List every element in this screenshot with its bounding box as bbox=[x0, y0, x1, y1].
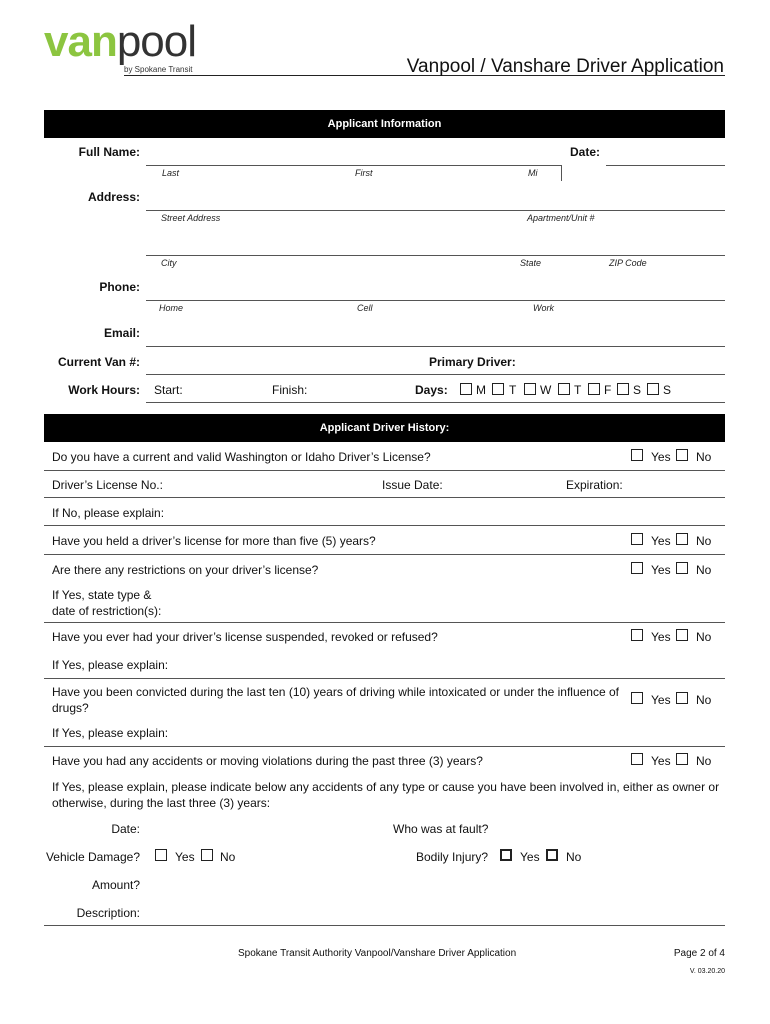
q4-yes-label: Yes bbox=[651, 630, 671, 644]
q5-yes-label: Yes bbox=[651, 693, 671, 707]
address-label: Address: bbox=[87, 190, 140, 204]
primary-driver-label: Primary Driver: bbox=[429, 355, 516, 369]
day-label-sun: S bbox=[663, 383, 672, 397]
day-checkbox-sun[interactable] bbox=[647, 383, 659, 395]
day-checkbox-wed[interactable] bbox=[524, 383, 536, 395]
home-sublabel: Home bbox=[159, 303, 184, 313]
license-number-field[interactable] bbox=[44, 497, 725, 498]
question-accidents: Have you had any accidents or moving violations during the past three (3) years? bbox=[52, 754, 483, 768]
q2-field bbox=[44, 554, 725, 555]
q6-yes-label: Yes bbox=[651, 754, 671, 768]
day-checkbox-tue[interactable] bbox=[492, 383, 504, 395]
full-name-field[interactable] bbox=[146, 165, 561, 166]
q4-no-checkbox[interactable] bbox=[676, 629, 688, 641]
city-sublabel: City bbox=[161, 258, 177, 268]
q1-yes-checkbox[interactable] bbox=[631, 449, 643, 461]
restriction-type-field[interactable] bbox=[44, 622, 725, 623]
q6-no-checkbox[interactable] bbox=[676, 753, 688, 765]
q2-no-checkbox[interactable] bbox=[676, 533, 688, 545]
day-label-wed: W bbox=[540, 383, 552, 397]
q4-explain-label: If Yes, please explain: bbox=[52, 658, 169, 672]
logo-pool-text: pool bbox=[116, 17, 197, 66]
q5-explain-label: If Yes, please explain: bbox=[52, 726, 169, 740]
day-checkbox-mon[interactable] bbox=[460, 383, 472, 395]
if-no-explain-label: If No, please explain: bbox=[52, 506, 165, 520]
question-dui-line-1: Have you been convicted during the last ten (10) years of driving while intoxicated or under the influence of bbox=[52, 685, 619, 699]
street-sublabel: Street Address bbox=[161, 213, 221, 223]
day-label-tue: T bbox=[509, 383, 517, 397]
day-label-thu: T bbox=[574, 383, 582, 397]
q6-no-label: No bbox=[696, 754, 712, 768]
day-label-mon: M bbox=[476, 383, 486, 397]
q2-yes-checkbox[interactable] bbox=[631, 533, 643, 545]
full-name-label: Full Name: bbox=[78, 145, 140, 159]
day-label-fri: F bbox=[604, 383, 612, 397]
applicant-section-header: Applicant Information bbox=[44, 110, 725, 138]
footer-text: Spokane Transit Authority Vanpool/Vanshare Driver Application bbox=[238, 948, 517, 959]
fault-label: Who was at fault? bbox=[393, 822, 489, 836]
bodily-injury-yes-checkbox[interactable] bbox=[500, 849, 512, 861]
q4-yes-checkbox[interactable] bbox=[631, 629, 643, 641]
page-title: Vanpool / Vanshare Driver Application bbox=[406, 56, 724, 77]
q5-explain-field[interactable] bbox=[44, 746, 725, 747]
current-van-label: Current Van #: bbox=[57, 355, 140, 369]
q3-no-label: No bbox=[696, 563, 712, 577]
apt-sublabel: Apartment/Unit # bbox=[527, 213, 595, 223]
current-van-field[interactable] bbox=[146, 374, 725, 375]
day-checkbox-sat[interactable] bbox=[617, 383, 629, 395]
q3-yes-label: Yes bbox=[651, 563, 671, 577]
if-no-explain-field[interactable] bbox=[44, 525, 725, 526]
street-address-field[interactable] bbox=[146, 210, 725, 211]
email-field[interactable] bbox=[146, 346, 725, 347]
q3-no-checkbox[interactable] bbox=[676, 562, 688, 574]
q2-yes-label: Yes bbox=[651, 534, 671, 548]
full-name-divider bbox=[561, 165, 562, 181]
vehicle-damage-yes-label: Yes bbox=[175, 850, 195, 864]
finish-label: Finish: bbox=[272, 383, 308, 397]
date-field[interactable] bbox=[606, 165, 725, 166]
description-field[interactable] bbox=[44, 925, 725, 926]
question-restrictions: Are there any restrictions on your driver’s license? bbox=[52, 563, 319, 577]
accident-instructions-line-2: otherwise, during the last three (3) years: bbox=[52, 796, 271, 810]
license-number-label: Driver’s License No.: bbox=[52, 478, 163, 492]
q1-field bbox=[44, 470, 725, 471]
mi-sublabel: Mi bbox=[528, 168, 538, 178]
question-suspended: Have you ever had your driver’s license suspended, revoked or refused? bbox=[52, 630, 438, 644]
days-label: Days: bbox=[415, 383, 448, 397]
logo-van-text: van bbox=[44, 17, 117, 66]
logo-subtitle: by Spokane Transit bbox=[124, 65, 193, 74]
day-label-sat: S bbox=[633, 383, 642, 397]
day-checkbox-thu[interactable] bbox=[558, 383, 570, 395]
page-number: Page 2 of 4 bbox=[673, 948, 725, 959]
issue-date-label: Issue Date: bbox=[382, 478, 443, 492]
q2-no-label: No bbox=[696, 534, 712, 548]
vehicle-damage-no-checkbox[interactable] bbox=[201, 849, 213, 861]
q4-explain-field[interactable] bbox=[44, 678, 725, 679]
question-dui-line-2: drugs? bbox=[52, 701, 89, 715]
bodily-injury-label: Bodily Injury? bbox=[416, 850, 489, 864]
accident-date-label: Date: bbox=[111, 822, 140, 836]
first-sublabel: First bbox=[355, 168, 373, 178]
expiration-label: Expiration: bbox=[566, 478, 623, 492]
date-label: Date: bbox=[570, 145, 601, 159]
vehicle-damage-label: Vehicle Damage? bbox=[45, 850, 140, 864]
zip-sublabel: ZIP Code bbox=[609, 258, 647, 268]
q5-no-label: No bbox=[696, 693, 712, 707]
restriction-type-label-1: If Yes, state type & bbox=[52, 588, 152, 602]
accident-instructions-line-1: If Yes, please explain, please indicate below any accidents of any type or cause you have been involved in, either as owner or bbox=[52, 780, 720, 794]
history-section-header: Applicant Driver History: bbox=[44, 414, 725, 442]
day-checkbox-fri[interactable] bbox=[588, 383, 600, 395]
bodily-injury-yes-label: Yes bbox=[520, 850, 540, 864]
bodily-injury-no-checkbox[interactable] bbox=[546, 849, 558, 861]
phone-label: Phone: bbox=[99, 280, 140, 294]
work-sublabel: Work bbox=[533, 303, 554, 313]
start-label: Start: bbox=[154, 383, 183, 397]
q4-no-label: No bbox=[696, 630, 712, 644]
q3-yes-checkbox[interactable] bbox=[631, 562, 643, 574]
phone-field[interactable] bbox=[146, 300, 725, 301]
amount-label: Amount? bbox=[91, 878, 140, 892]
q5-no-checkbox[interactable] bbox=[676, 692, 688, 704]
q1-no-checkbox[interactable] bbox=[676, 449, 688, 461]
cell-sublabel: Cell bbox=[357, 303, 373, 313]
version-number: V. 03.20.20 bbox=[689, 968, 725, 975]
city-state-zip-field[interactable] bbox=[146, 255, 725, 256]
question-valid-license: Do you have a current and valid Washington or Idaho Driver’s License? bbox=[52, 450, 431, 464]
work-hours-label: Work Hours: bbox=[68, 383, 140, 397]
vehicle-damage-yes-checkbox[interactable] bbox=[155, 849, 167, 861]
description-label: Description: bbox=[76, 906, 140, 920]
bodily-injury-no-label: No bbox=[566, 850, 582, 864]
q1-no-label: No bbox=[696, 450, 712, 464]
state-sublabel: State bbox=[520, 258, 542, 268]
restriction-type-label-2: date of restriction(s): bbox=[52, 604, 162, 618]
last-sublabel: Last bbox=[162, 168, 180, 178]
q1-yes-label: Yes bbox=[651, 450, 671, 464]
q5-yes-checkbox[interactable] bbox=[631, 692, 643, 704]
vehicle-damage-no-label: No bbox=[220, 850, 236, 864]
email-label: Email: bbox=[103, 326, 140, 340]
q6-yes-checkbox[interactable] bbox=[631, 753, 643, 765]
work-hours-field[interactable] bbox=[146, 402, 725, 403]
question-five-years: Have you held a driver’s license for more than five (5) years? bbox=[52, 534, 376, 548]
